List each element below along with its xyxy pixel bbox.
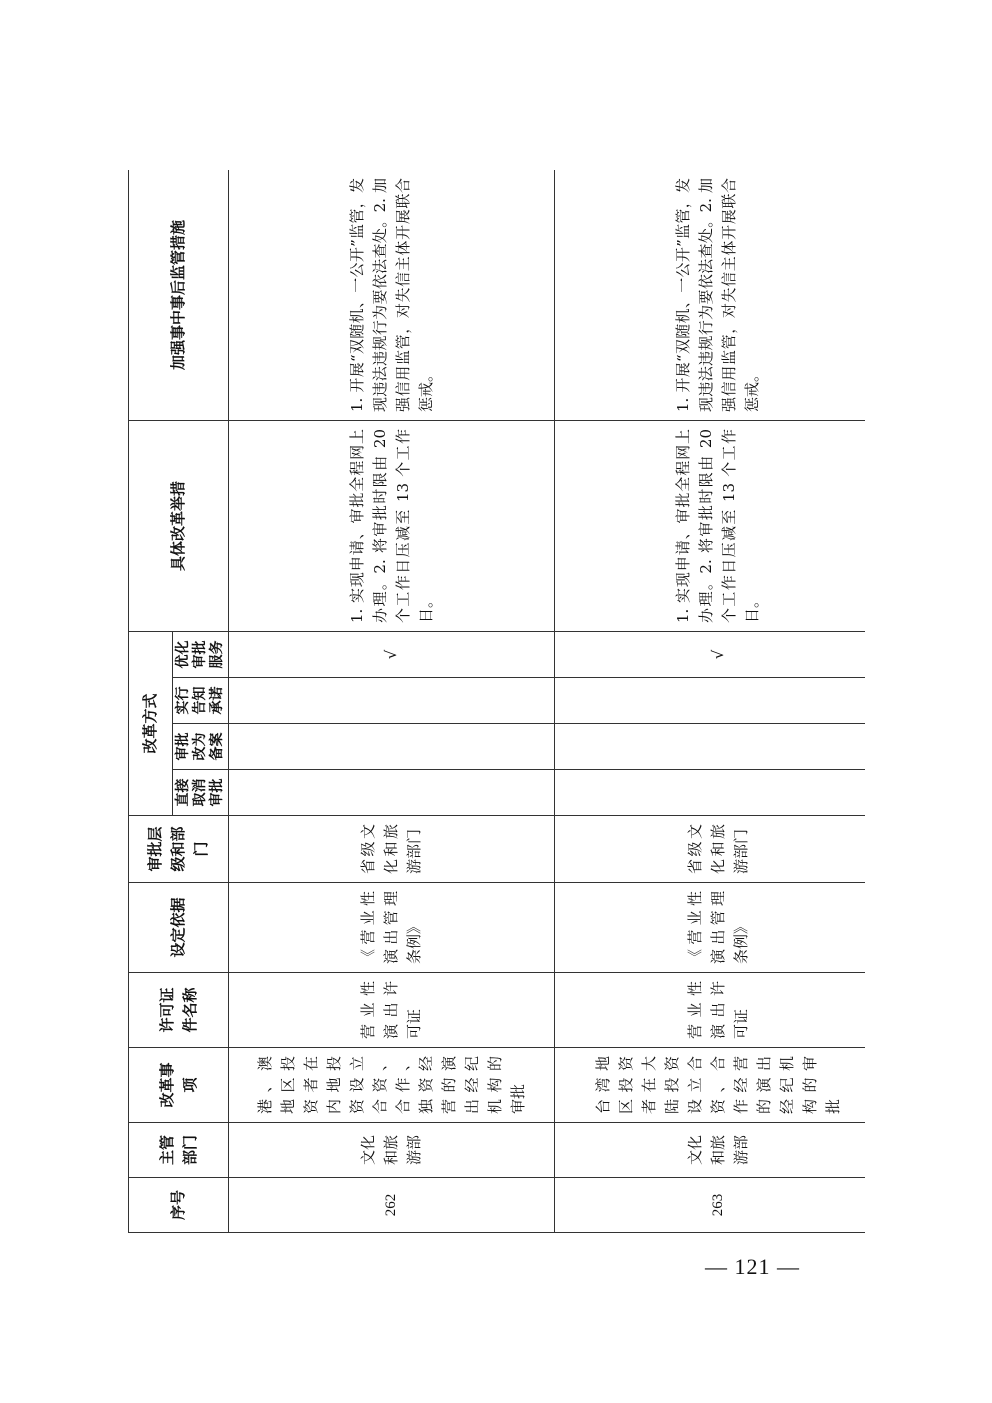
cell-seq: 262 <box>229 1178 555 1233</box>
cell-basis: 《营业性演出管理条例》 <box>229 883 555 973</box>
header-seq: 序号 <box>129 1178 229 1233</box>
cell-dept: 文化和旅游部 <box>555 1123 866 1178</box>
cell-level: 省级文化和旅游部门 <box>555 816 866 883</box>
cell-supervision: 1. 开展“双随机、一公开”监管，发现违法违规行为要依法查处。2. 加强信用监管，对失信主体开展联合惩戒。 <box>555 170 866 420</box>
cell-mode-filing <box>555 724 866 770</box>
header-mode-notify: 实行告知承诺 <box>173 678 229 724</box>
cell-mode-filing <box>229 724 555 770</box>
header-mode-cancel: 直接取消审批 <box>173 770 229 816</box>
reform-table <box>128 170 865 1233</box>
cell-mode-cancel <box>555 770 866 816</box>
rotated-table-frame <box>128 170 865 1233</box>
header-basis: 设定依据 <box>129 883 229 973</box>
cell-dept: 文化和旅游部 <box>229 1123 555 1178</box>
cell-seq: 263 <box>555 1178 866 1233</box>
header-measures: 具体改革举措 <box>129 420 229 631</box>
cell-item: 港、澳地区投资者在内地投资设立合资、合作、独资经营的演出经纪机构的审批 <box>229 1048 555 1123</box>
header-row-1 <box>129 170 173 1233</box>
cell-level: 省级文化和旅游部门 <box>229 816 555 883</box>
rotated-table-content <box>128 170 865 1233</box>
cell-license: 营业性演出许可证 <box>555 973 866 1048</box>
cell-mode-cancel <box>229 770 555 816</box>
header-level: 审批层级和部门 <box>129 816 229 883</box>
cell-mode-notify <box>229 678 555 724</box>
table-row <box>555 170 866 1233</box>
cell-mode-optimize: √ <box>555 631 866 677</box>
table-row <box>229 170 555 1233</box>
header-item: 改革事项 <box>129 1048 229 1123</box>
page-number: — 121 — <box>705 1254 800 1279</box>
cell-basis: 《营业性演出管理条例》 <box>555 883 866 973</box>
header-dept: 主管部门 <box>129 1123 229 1178</box>
cell-supervision: 1. 开展“双随机、一公开”监管，发现违法违规行为要依法查处。2. 加强信用监管，对失信主体开展联合惩戒。 <box>229 170 555 420</box>
cell-license: 营业性演出许可证 <box>229 973 555 1048</box>
cell-measures: 1. 实现申请、审批全程网上办理。2. 将审批时限由 20 个工作日压减至 13 个工作日。 <box>229 420 555 631</box>
cell-measures: 1. 实现申请、审批全程网上办理。2. 将审批时限由 20 个工作日压减至 13 个工作日。 <box>555 420 866 631</box>
header-mode-filing: 审批改为备案 <box>173 724 229 770</box>
header-supervision: 加强事中事后监管措施 <box>129 170 229 420</box>
cell-item: 台湾地区投资者在大陆投资设立合资、合作经营的演出经纪机构的审批 <box>555 1048 866 1123</box>
cell-mode-optimize: √ <box>229 631 555 677</box>
header-license: 许可证件名称 <box>129 973 229 1048</box>
header-reform-mode: 改革方式 <box>129 631 173 815</box>
header-mode-optimize: 优化审批服务 <box>173 631 229 677</box>
cell-mode-notify <box>555 678 866 724</box>
